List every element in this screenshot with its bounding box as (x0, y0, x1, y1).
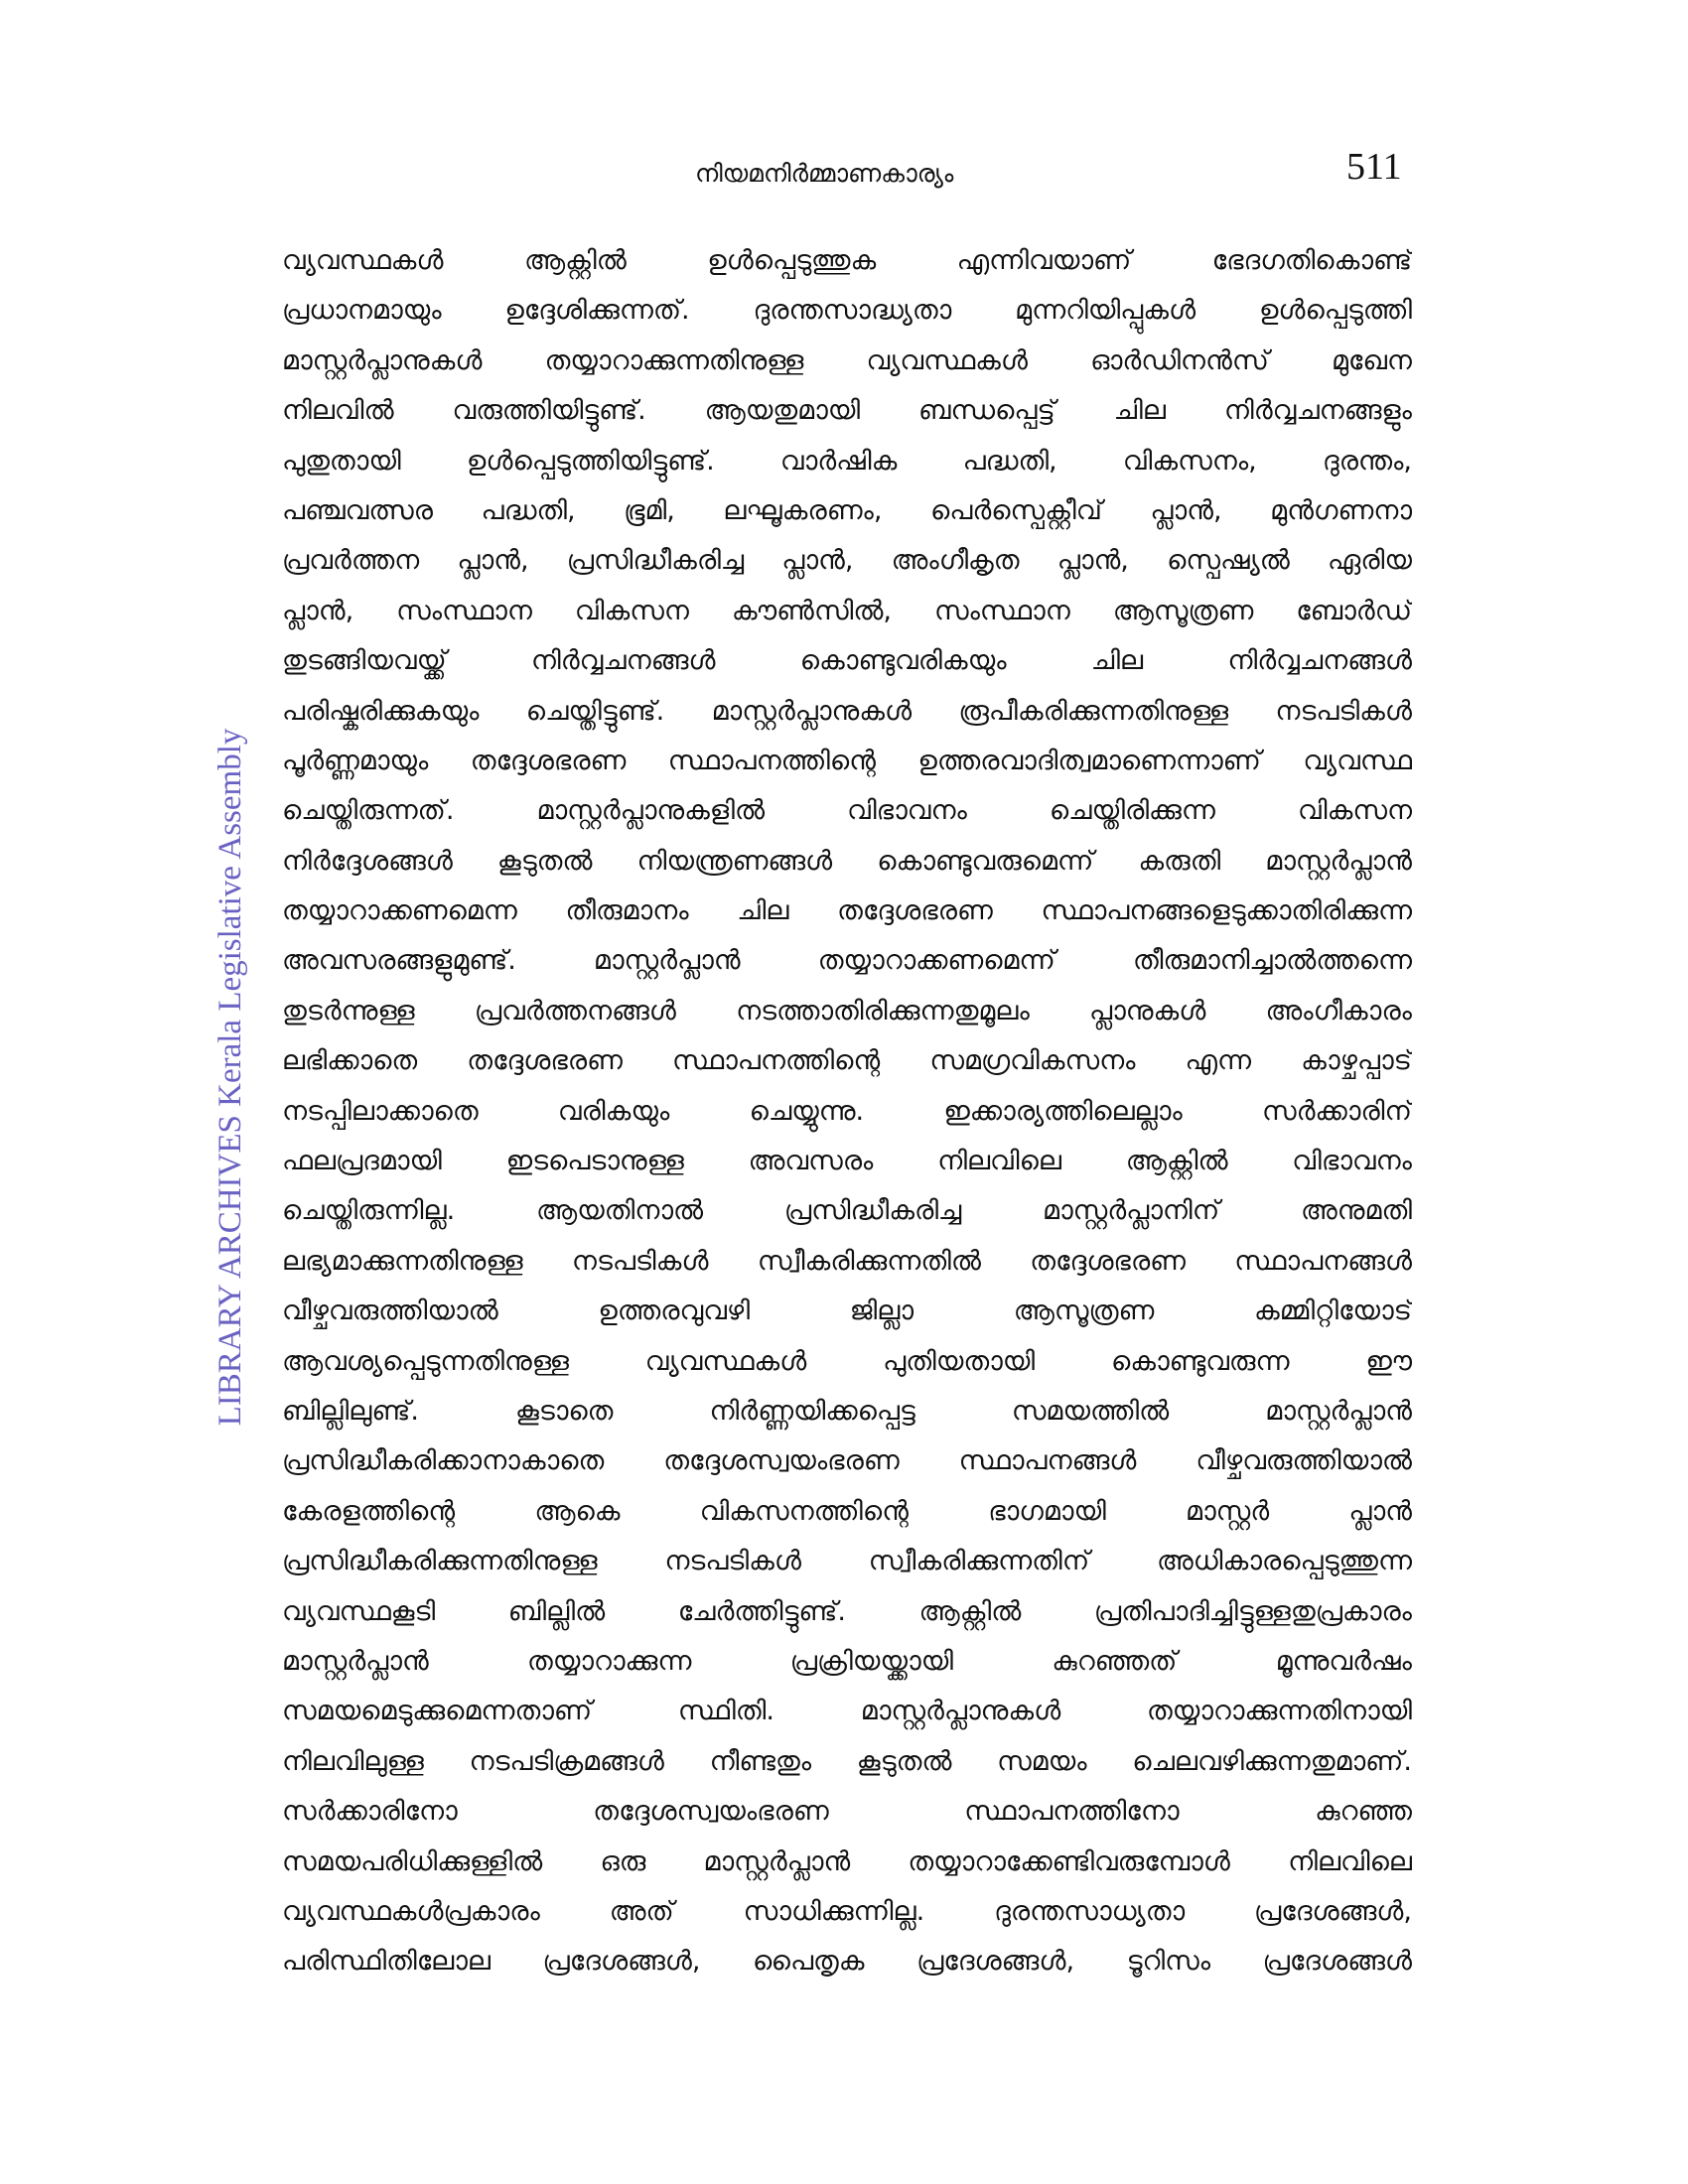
text-line: ലഭിക്കാതെ തദ്ദേശഭരണ സ്ഥാപനത്തിന്റെ സമഗ്രവികസനം എന്ന കാഴ്ചപ്പാട് (282, 1045, 1412, 1077)
text-line: പരിഷ്കരിക്കുകയും ചെയ്തിട്ടുണ്ട്. മാസ്റ്റർപ്ലാനുകൾ രൂപീകരിക്കുന്നതിനുള്ള നടപടികൾ (282, 695, 1412, 727)
text-line: സമയപരിധിക്കുള്ളിൽ ഒരു മാസ്റ്റർപ്ലാൻ തയ്യാറാക്കേണ്ടിവരുമ്പോൾ നിലവിലെ (282, 1845, 1412, 1877)
text-line: പ്രധാനമായും ഉദ്ദേശിക്കുന്നത്. ദുരന്തസാദ്ധ്യതാ മുന്നറിയിപ്പുകൾ ഉൾപ്പെടുത്തി (282, 295, 1412, 327)
text-line: പ്രസിദ്ധീകരിക്കുന്നതിനുള്ള നടപടികൾ സ്വീകരിക്കുന്നതിന് അധികാരപ്പെടുത്തുന്ന (282, 1546, 1412, 1577)
text-line: ചെയ്തിരുന്നില്ല. ആയതിനാൽ പ്രസിദ്ധീകരിച്ച മാസ്റ്റർപ്ലാനിന് അനുമതി (282, 1195, 1412, 1227)
text-line: കേരളത്തിന്റെ ആകെ വികസനത്തിന്റെ ഭാഗമായി മാസ്റ്റർ പ്ലാൻ (282, 1495, 1412, 1527)
library-archives-watermark: LIBRARY ARCHIVES Kerala Legislative Assembly (212, 728, 248, 1427)
text-line: പുതുതായി ഉൾപ്പെടുത്തിയിട്ടുണ്ട്. വാർഷിക പദ്ധതി, വികസനം, ദുരന്തം, (282, 445, 1412, 477)
text-line: ചെയ്തിരുന്നത്. മാസ്റ്റർപ്ലാനുകളിൽ വിഭാവനം ചെയ്തിരിക്കുന്ന വികസന (282, 795, 1412, 827)
text-line: ലഭ്യമാക്കുന്നതിനുള്ള നടപടികൾ സ്വീകരിക്കുന്നതിൽ തദ്ദേശഭരണ സ്ഥാപനങ്ങൾ (282, 1245, 1412, 1277)
text-line: പരിസ്ഥിതിലോല പ്രദേശങ്ങൾ, പൈതൃക പ്രദേശങ്ങൾ, ടൂറിസം പ്രദേശങ്ങൾ (282, 1946, 1412, 1978)
text-line: ആവശ്യപ്പെടുന്നതിനുള്ള വ്യവസ്ഥകൾ പുതിയതായി കൊണ്ടുവരുന്ന ഈ (282, 1345, 1412, 1377)
text-line: പ്രസിദ്ധീകരിക്കാനാകാതെ തദ്ദേശസ്വയംഭരണ സ്ഥാപനങ്ങൾ വീഴ്ചവരുത്തിയാൽ (282, 1445, 1412, 1477)
text-line: നിലവിലുള്ള നടപടിക്രമങ്ങൾ നീണ്ടതും കൂടുതൽ സമയം ചെലവഴിക്കുന്നതുമാണ്. (282, 1745, 1412, 1777)
text-line: വ്യവസ്ഥകൂടി ബില്ലിൽ ചേർത്തിട്ടുണ്ട്. ആക്റ്റിൽ പ്രതിപാദിച്ചിട്ടുള്ളതുപ്രകാരം (282, 1595, 1412, 1627)
page-number: 511 (1346, 146, 1402, 188)
text-line: സമയമെടുക്കുമെന്നതാണ് സ്ഥിതി. മാസ്റ്റർപ്ലാനുകൾ തയ്യാറാക്കുന്നതിനായി (282, 1696, 1412, 1727)
text-line: നിർദ്ദേശങ്ങൾ കൂടുതൽ നിയന്ത്രണങ്ങൾ കൊണ്ടുവരുമെന്ന് കരുതി മാസ്റ്റർപ്ലാൻ (282, 845, 1412, 877)
text-line: നടപ്പിലാക്കാതെ വരികയും ചെയ്യുന്നു. ഇക്കാര്യത്തിലെല്ലാം സർക്കാരിന് (282, 1095, 1412, 1127)
text-line: ഫലപ്രദമായി ഇടപെടാനുള്ള അവസരം നിലവിലെ ആക്റ്റിൽ വിഭാവനം (282, 1146, 1412, 1177)
text-line: വീഴ്ചവരുത്തിയാൽ ഉത്തരവുവഴി ജില്ലാ ആസൂത്രണ കമ്മിറ്റിയോട് (282, 1296, 1412, 1327)
text-line: വ്യവസ്ഥകൾ ആക്റ്റിൽ ഉൾപ്പെടുത്തുക എന്നിവയാണ് ഭേദഗതികൊണ്ട് (282, 245, 1412, 276)
text-line: മാസ്റ്റർപ്ലാൻ തയ്യാറാക്കുന്ന പ്രക്രിയയ്ക്കായി കുറഞ്ഞത് മൂന്നുവർഷം (282, 1645, 1412, 1677)
text-line: പ്രവർത്തന പ്ലാൻ, പ്രസിദ്ധീകരിച്ച പ്ലാൻ, അംഗീകൃത പ്ലാൻ, സ്പെഷ്യൽ ഏരിയ (282, 545, 1412, 577)
text-line: മാസ്റ്റർപ്ലാനുകൾ തയ്യാറാക്കുന്നതിനുള്ള വ്യവസ്ഥകൾ ഓർഡിനൻസ് മുഖേന (282, 344, 1412, 376)
text-line: തുടർന്നുള്ള പ്രവർത്തനങ്ങൾ നടത്താതിരിക്കുന്നതുമൂലം പ്ലാനുകൾ അംഗീകാരം (282, 995, 1412, 1026)
text-line: പഞ്ചവത്സര പദ്ധതി, ഭൂമി, ലഘൂകരണം, പെർസ്പെക്റ്റീവ് പ്ലാൻ, മുൻഗണനാ (282, 494, 1412, 526)
text-line: തയ്യാറാക്കണമെന്ന തീരുമാനം ചില തദ്ദേശഭരണ സ്ഥാപനങ്ങളെടുക്കാതിരിക്കുന്ന (282, 895, 1412, 927)
text-line: നിലവിൽ വരുത്തിയിട്ടുണ്ട്. ആയതുമായി ബന്ധപ്പെട്ട് ചില നിർവ്വചനങ്ങളും (282, 395, 1412, 427)
text-line: സർക്കാരിനോ തദ്ദേശസ്വയംഭരണ സ്ഥാപനത്തിനോ കുറഞ്ഞ (282, 1796, 1412, 1828)
text-line: അവസരങ്ങളുമുണ്ട്. മാസ്റ്റർപ്ലാൻ തയ്യാറാക്കണമെന്ന് തീരുമാനിച്ചാൽത്തന്നെ (282, 945, 1412, 977)
text-line: തുടങ്ങിയവയ്ക്ക് നിർവ്വചനങ്ങൾ കൊണ്ടുവരികയും ചില നിർവ്വചനങ്ങൾ (282, 645, 1412, 677)
text-line: പ്ലാൻ, സംസ്ഥാന വികസന കൗൺസിൽ, സംസ്ഥാന ആസൂത്രണ ബോർഡ് (282, 595, 1412, 626)
running-head: നിയമനിർമ്മാണകാര്യം (695, 159, 954, 188)
body-text (282, 236, 1412, 1987)
text-line: വ്യവസ്ഥകൾപ്രകാരം അത് സാധിക്കുന്നില്ല. ദുരന്തസാധ്യതാ പ്രദേശങ്ങൾ, (282, 1895, 1412, 1927)
text-line: പൂർണ്ണമായും തദ്ദേശഭരണ സ്ഥാപനത്തിന്റെ ഉത്തരവാദിത്വമാണെന്നാണ് വ്യവസ്ഥ (282, 745, 1412, 776)
text-line: ബില്ലിലുണ്ട്. കൂടാതെ നിർണ്ണയിക്കപ്പെട്ട സമയത്തിൽ മാസ്റ്റർപ്ലാൻ (282, 1395, 1412, 1427)
